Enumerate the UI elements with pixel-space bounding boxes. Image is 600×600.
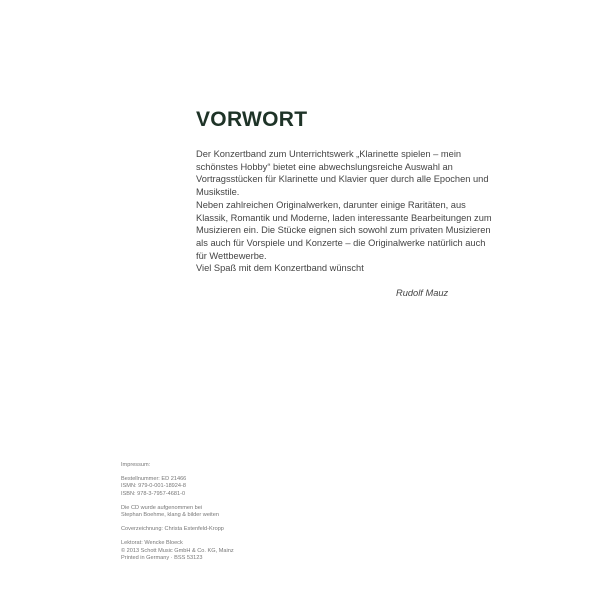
editor-credit: Lektorat: Wencke Bloeck [121,540,183,547]
impressum-heading: Impressum: [121,462,151,468]
ismn: ISMN: 979-0-001-18924-8 [121,483,186,490]
order-number: Bestellnummer: ED 21466 [121,476,187,483]
greeting: Viel Spaß mit dem Konzertband wünscht [196,263,364,273]
paragraph: Neben zahlreichen Originalwerken, darunter einige Raritäten, aus Klassik, Romantik und Moderne, laden interessante Bearbeitungen zum Musizieren ein. Die Stücke eignen sich sowohl zum privaten Musizieren als auch für Vorspiele und Konzerte – die Originalwerke natürlich auch für Wettbewerbe. [196,199,492,261]
signature: Rudolf Mauz [396,288,449,298]
impressum [121,462,234,562]
cover-credit: Coverzeichnung: Christa Estenfeld-Kropp [121,526,224,533]
cd-info: Die CD wurde aufgenommen bei [121,504,203,511]
cd-info: Stephan Boehme, klang & bilder weiten [121,512,219,519]
printed-info: Printed in Germany · BSS 53123 [121,554,203,561]
copyright: © 2013 Schott Music GmbH & Co. KG, Mainz [121,547,234,554]
paragraph: Der Konzertband zum Unterrichtswerk „Klarinette spielen – mein schönstes Hobby“ bietet eine abwechslungsreiche Auswahl an Vortragsstücken für Klarinette und Klavier quer durch alle Epochen und Musikstile. [196,149,489,198]
foreword-body [196,148,496,262]
isbn: ISBN: 978-3-7957-4681-0 [121,490,186,497]
page-title: VORWORT [196,108,308,131]
